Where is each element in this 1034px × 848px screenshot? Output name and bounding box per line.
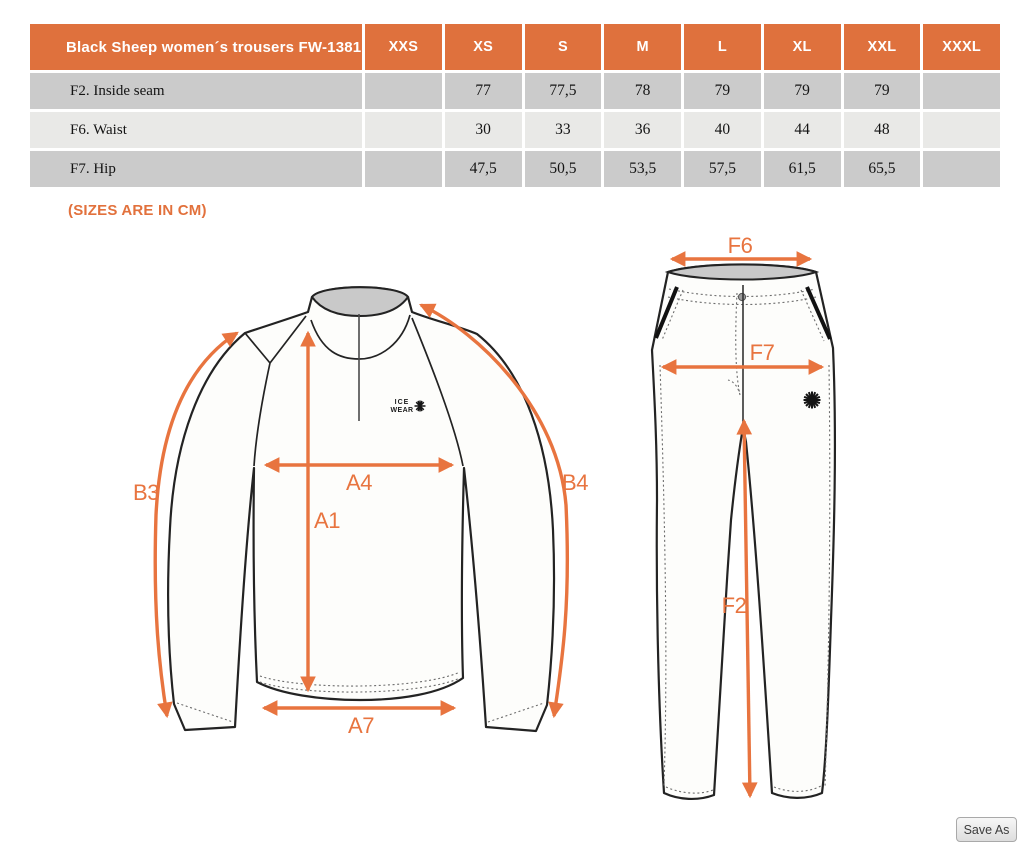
trousers-snowflake-icon	[804, 392, 821, 409]
value-cell: 77,5	[525, 73, 602, 109]
label-a7: A7	[348, 713, 374, 738]
value-cell: 65,5	[844, 151, 921, 187]
value-cell: 48	[844, 112, 921, 148]
size-header-cell: XS	[445, 24, 522, 70]
label-b3: B3	[133, 480, 159, 505]
value-cell: 79	[764, 73, 841, 109]
brand-logo-line2: WEAR	[390, 407, 414, 414]
value-cell: 36	[604, 112, 681, 148]
trousers-diagram	[652, 233, 835, 799]
value-cell: 44	[764, 112, 841, 148]
label-a4: A4	[346, 470, 372, 495]
size-header-cell: XXS	[365, 24, 442, 70]
value-cell: 79	[844, 73, 921, 109]
value-cell: 53,5	[604, 151, 681, 187]
brand-logo-line1: ICE	[394, 399, 410, 406]
label-a1: A1	[314, 508, 340, 533]
row-label-cell: F7. Hip	[30, 151, 362, 187]
label-f6: F6	[727, 233, 753, 258]
row-label-cell: F2. Inside seam	[30, 73, 362, 109]
size-header-cell: XXL	[844, 24, 921, 70]
value-cell: 40	[684, 112, 761, 148]
value-cell: 77	[445, 73, 522, 109]
size-header-cell: XXXL	[923, 24, 1000, 70]
size-header-cell: XL	[764, 24, 841, 70]
row-label-cell: F6. Waist	[30, 112, 362, 148]
value-cell: 30	[445, 112, 522, 148]
value-cell: 79	[684, 73, 761, 109]
shirt-diagram	[133, 287, 588, 738]
value-cell: 61,5	[764, 151, 841, 187]
value-cell: 47,5	[445, 151, 522, 187]
waistband-opening	[668, 265, 816, 280]
value-cell: 33	[525, 112, 602, 148]
size-header-cell: M	[604, 24, 681, 70]
save-as-button[interactable]: Save As	[956, 817, 1017, 842]
size-header-cell: L	[684, 24, 761, 70]
size-header-cell: S	[525, 24, 602, 70]
shirt-outline	[168, 287, 554, 731]
waist-button	[738, 293, 745, 300]
label-f7: F7	[749, 340, 775, 365]
value-cell: 57,5	[684, 151, 761, 187]
sizes-note: (SIZES ARE IN CM)	[68, 202, 207, 219]
label-b4: B4	[562, 470, 588, 495]
value-cell: 50,5	[525, 151, 602, 187]
label-f2: F2	[721, 593, 747, 618]
product-title-cell: Black Sheep women´s trousers FW-1381	[30, 24, 362, 70]
value-cell: 78	[604, 73, 681, 109]
